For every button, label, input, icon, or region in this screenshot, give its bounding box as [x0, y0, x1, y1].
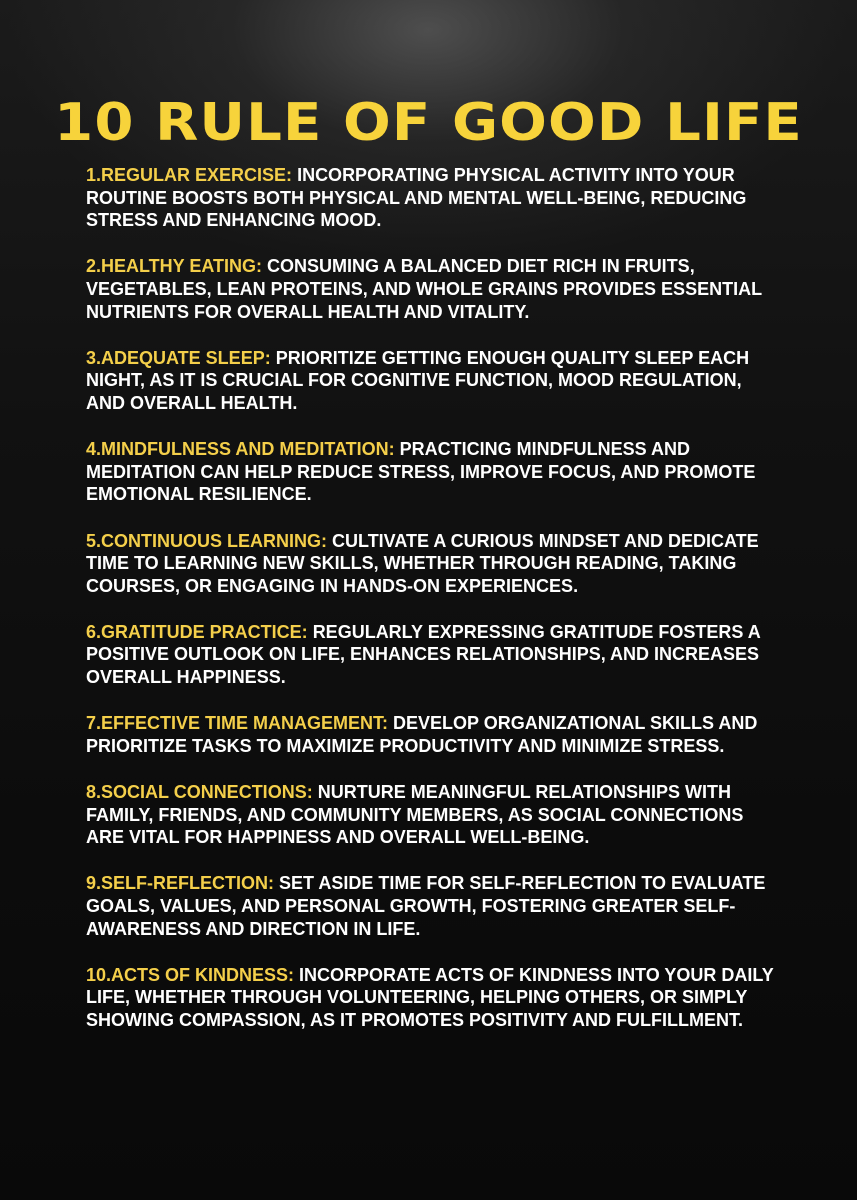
rule-text: DEVELOP ORGANIZATIONAL SKILLS AND PRIORITIZE TASKS TO MAXIMIZE PRODUCTIVITY AND MINIMIZE STRESS.	[86, 713, 758, 756]
rule-text: PRIORITIZE GETTING ENOUGH QUALITY SLEEP EACH NIGHT, AS IT IS CRUCIAL FOR COGNITIVE FUNCTION, MOOD REGULATION, AND OVERALL HEALTH.	[86, 347, 750, 413]
rule-item	[86, 164, 776, 232]
rule-heading: 4.MINDFULNESS AND MEDITATION:	[86, 439, 395, 460]
rule-item	[86, 347, 776, 415]
rule-item	[86, 621, 776, 689]
rule-heading: 8.SOCIAL CONNECTIONS:	[86, 782, 313, 803]
rule-text: INCORPORATING PHYSICAL ACTIVITY INTO YOUR ROUTINE BOOSTS BOTH PHYSICAL AND MENTAL WELL-BEING, REDUCING STRESS AND ENHANCING MOOD.	[86, 165, 747, 231]
poster-title: 10 RULE OF GOOD LIFE	[54, 93, 803, 153]
rule-heading: 6.GRATITUDE PRACTICE:	[86, 621, 308, 642]
rule-text: PRACTICING MINDFULNESS AND MEDITATION CAN HELP REDUCE STRESS, IMPROVE FOCUS, AND PROMOTE EMOTIONAL RESILIENCE.	[86, 439, 756, 505]
rule-item	[86, 712, 776, 757]
rule-item	[86, 255, 776, 323]
rule-item	[86, 438, 776, 506]
rule-item	[86, 964, 776, 1032]
rule-heading: 3.ADEQUATE SLEEP:	[86, 347, 271, 368]
rule-item	[86, 781, 776, 849]
rule-text: REGULARLY EXPRESSING GRATITUDE FOSTERS A POSITIVE OUTLOOK ON LIFE, ENHANCES RELATIONSHIPS, AND INCREASES OVERALL HAPPINESS.	[86, 621, 761, 688]
rule-item	[86, 530, 776, 598]
rules-list	[86, 164, 776, 1055]
rule-text: CULTIVATE A CURIOUS MINDSET AND DEDICATE TIME TO LEARNING NEW SKILLS, WHETHER THROUGH READING, TAKING COURSES, OR ENGAGING IN HANDS-ON EXPERIENCES.	[86, 530, 759, 596]
rule-heading: 7.EFFECTIVE TIME MANAGEMENT:	[86, 713, 389, 734]
rule-text: NURTURE MEANINGFUL RELATIONSHIPS WITH FAMILY, FRIENDS, AND COMMUNITY MEMBERS, AS SOCIAL CONNECTIONS ARE VITAL FOR HAPPINESS AND OVERALL WELL-BEING.	[86, 782, 744, 848]
rule-heading: 5.CONTINUOUS LEARNING:	[86, 530, 328, 551]
rule-heading: 1.REGULAR EXERCISE:	[86, 165, 293, 185]
rule-heading: 9.SELF-REFLECTION:	[86, 873, 274, 894]
rule-text: CONSUMING A BALANCED DIET RICH IN FRUITS, VEGETABLES, LEAN PROTEINS, AND WHOLE GRAINS PROVIDES ESSENTIAL NUTRIENTS FOR OVERALL HEALTH AND VITALITY.	[86, 256, 762, 322]
rule-heading: 10.ACTS OF KINDNESS:	[86, 964, 295, 985]
rule-text: INCORPORATE ACTS OF KINDNESS INTO YOUR DAILY LIFE, WHETHER THROUGH VOLUNTEERING, HELPING OTHERS, OR SIMPLY SHOWING COMPASSION, AS IT PROMOTES POSITIVITY AND FULFILLMENT.	[86, 964, 774, 1030]
rule-heading: 2.HEALTHY EATING:	[86, 256, 263, 277]
rule-item	[86, 872, 776, 940]
rule-text: SET ASIDE TIME FOR SELF-REFLECTION TO EVALUATE GOALS, VALUES, AND PERSONAL GROWTH, FOSTERING GREATER SELF-AWARENESS AND DIRECTION IN LIFE.	[86, 873, 766, 939]
